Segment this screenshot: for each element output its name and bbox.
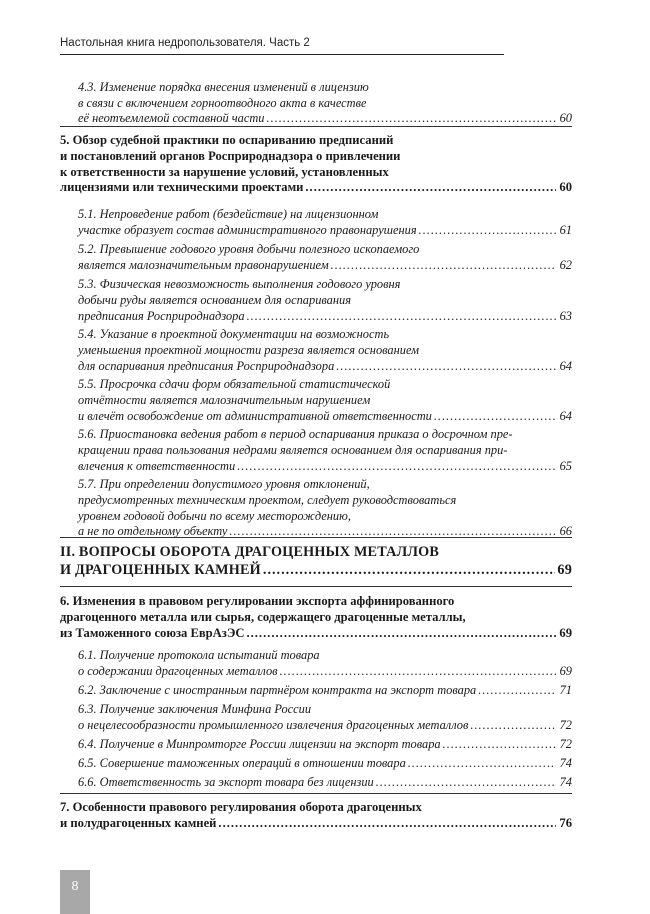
- toc-page-number: 66: [559, 524, 572, 539]
- toc-entry-text: 6.4. Получение в Минпромторге России лицензии на экспорт товара: [78, 737, 441, 751]
- toc-entry-last-line: [78, 664, 572, 678]
- toc-page-number: 61: [559, 222, 572, 237]
- toc-entry-last-line: [60, 626, 572, 640]
- toc-entry-last-line: [78, 111, 572, 125]
- toc-page-number: 74: [559, 756, 572, 770]
- toc-page-number: 62: [559, 257, 572, 272]
- toc-entry-text: 5.5. Просрочка сдачи форм обязательной статистической: [78, 377, 391, 391]
- dot-leader: [305, 180, 556, 194]
- toc-entry-last-line: [60, 563, 572, 577]
- toc-entry-text: 5.6. Приостановка ведения работ в период оспаривания приказа о досрочном пре-: [78, 427, 513, 441]
- dot-leader: [336, 359, 556, 373]
- toc-entry-last-line: [78, 359, 572, 373]
- toc-entry-text: 6.2. Заключение с иностранным партнёром контракта на экспорт товара: [78, 683, 477, 697]
- toc-entry-text: предписания Росприроднадзора: [78, 308, 245, 323]
- page-number-tab: [60, 870, 90, 914]
- toc-entry-last-line: [78, 737, 572, 751]
- toc-entry-text: 6.6. Ответственность за экспорт товара без лицензии: [78, 775, 374, 789]
- toc-page-number: 60: [559, 180, 572, 195]
- dot-leader: [331, 258, 556, 272]
- toc-entry-last-line: [60, 180, 572, 194]
- toc-page-number: 76: [559, 815, 572, 830]
- toc-page-number: 69: [559, 625, 572, 640]
- toc-entry-text: уровнем годовой добычи по всему месторождению,: [78, 508, 351, 523]
- toc-entry-text: 5.7. При определении допустимого уровня отклонений,: [78, 477, 370, 491]
- toc-page-number: 60: [559, 111, 572, 126]
- toc-entry-text: отчётности является малозначительным нарушением: [78, 392, 371, 407]
- toc-page-number: 72: [559, 717, 572, 732]
- toc-entry-text: 5.1. Непроведение работ (бездействие) на лицензионном: [78, 207, 379, 221]
- running-header-title: Настольная книга недропользователя. Часть 2: [60, 37, 310, 49]
- toc-entry-text: добычи руды является основанием для оспаривания: [78, 292, 351, 307]
- dot-leader: [443, 737, 556, 751]
- toc-entry-text: кращении права пользования недрами является основанием для оспаривания при-: [78, 442, 508, 457]
- dot-leader: [263, 563, 556, 577]
- dot-leader: [434, 409, 556, 423]
- toc-entry-last-line: [78, 756, 572, 770]
- toc-entry-text: о содержании драгоценных металлов: [78, 663, 278, 678]
- toc-entry-text: её неотъемлемой составной части: [78, 111, 265, 126]
- section-divider: [60, 793, 572, 794]
- dot-leader: [246, 626, 556, 640]
- section-divider: [60, 126, 572, 127]
- dot-leader: [478, 683, 556, 697]
- toc-entry-text: в связи с включением горноотводного акта в качестве: [78, 95, 367, 110]
- toc-entry-text: И ДРАГОЦЕННЫХ КАМНЕЙ: [60, 561, 261, 578]
- toc-entry-text: из Таможенного союза ЕврАзЭС: [60, 625, 245, 640]
- toc-page-number: 63: [559, 308, 572, 323]
- dot-leader: [267, 111, 557, 125]
- dot-leader: [408, 756, 556, 770]
- dot-leader: [419, 223, 556, 237]
- toc-entry-text: 5.4. Указание в проектной документации на возможность: [78, 327, 390, 341]
- toc-entry-last-line: [60, 816, 572, 830]
- toc-entry-last-line: [78, 409, 572, 423]
- toc-entry-last-line: [78, 223, 572, 237]
- dot-leader: [280, 664, 556, 678]
- toc-entry-last-line: [78, 459, 572, 473]
- toc-entry-text: и полудрагоценных камней: [60, 815, 217, 830]
- toc-page-number: 69: [559, 663, 572, 678]
- running-header: [60, 36, 504, 55]
- toc-entry-text: о нецелесообразности промышленного извлечения драгоценных металлов: [78, 717, 469, 732]
- page-number: 8: [71, 879, 79, 894]
- toc-entry-last-line: [78, 775, 572, 789]
- toc-page-number: 69: [557, 561, 572, 578]
- toc-entry-text: уменьшения проектной мощности разреза является основанием: [78, 342, 420, 357]
- toc-entry-text: 6. Изменения в правовом регулировании экспорта аффинированного: [60, 594, 455, 608]
- toc-entry-last-line: [78, 309, 572, 323]
- toc-entry-text: к ответственности за нарушение условий, установленных: [60, 164, 389, 179]
- toc-entry-text: 4.3. Изменение порядка внесения изменений в лицензию: [78, 80, 369, 94]
- toc-page-number: 74: [559, 775, 572, 789]
- toc-page-number: 65: [559, 458, 572, 473]
- toc-entry-text: лицензиями или техническими проектами: [60, 180, 304, 195]
- toc-entry-last-line: [78, 258, 572, 272]
- toc-entry-text: 6.3. Получение заключения Минфина России: [78, 702, 312, 716]
- toc-entry-text: для оспаривания предписания Росприроднадзора: [78, 358, 335, 373]
- toc-entry-text: влечения к ответственности: [78, 458, 236, 473]
- toc-entry-text: предусмотренных техническим проектом, следует руководствоваться: [78, 492, 457, 507]
- section-divider: [60, 586, 572, 587]
- dot-leader: [218, 816, 556, 830]
- toc-entry-text: является малозначительным правонарушением: [78, 257, 329, 272]
- toc-entry-last-line: [78, 718, 572, 732]
- toc-entry-text: II. ВОПРОСЫ ОБОРОТА ДРАГОЦЕННЫХ МЕТАЛЛОВ: [60, 544, 440, 560]
- dot-leader: [247, 309, 556, 323]
- toc-entry-text: участке образует состав административного правонарушения: [78, 222, 417, 237]
- toc-entry-text: 5.3. Физическая невозможность выполнения годового уровня: [78, 277, 401, 291]
- dot-leader: [470, 718, 556, 732]
- toc-entry-text: 6.5. Совершение таможенных операций в отношении товара: [78, 756, 406, 770]
- toc-page-number: 72: [559, 737, 572, 751]
- toc-entry-text: и влечёт освобождение от административной ответственности: [78, 408, 432, 423]
- toc-entry-text: 6.1. Получение протокола испытаний товара: [78, 648, 320, 662]
- toc-entry-last-line: [78, 683, 572, 697]
- dot-leader: [237, 459, 556, 473]
- section-divider: [60, 537, 572, 538]
- dot-leader: [376, 775, 556, 789]
- toc-page-number: 64: [559, 408, 572, 423]
- toc-page-number: 71: [559, 683, 572, 697]
- toc-page-number: 64: [559, 358, 572, 373]
- toc-entry-text: а не по отдельному объекту: [78, 524, 228, 539]
- toc-entry-text: 7. Особенности правового регулирования оборота драгоценных: [60, 800, 422, 814]
- toc-entry-text: и постановлений органов Росприроднадзора о привлечении: [60, 148, 401, 163]
- toc-entry-text: 5. Обзор судебной практики по оспариванию предписаний: [60, 133, 394, 147]
- toc-entry-text: 5.2. Превышение годового уровня добычи полезного ископаемого: [78, 242, 420, 256]
- toc-entry-text: драгоценного металла или сырья, содержащего драгоценные металлы,: [60, 609, 466, 624]
